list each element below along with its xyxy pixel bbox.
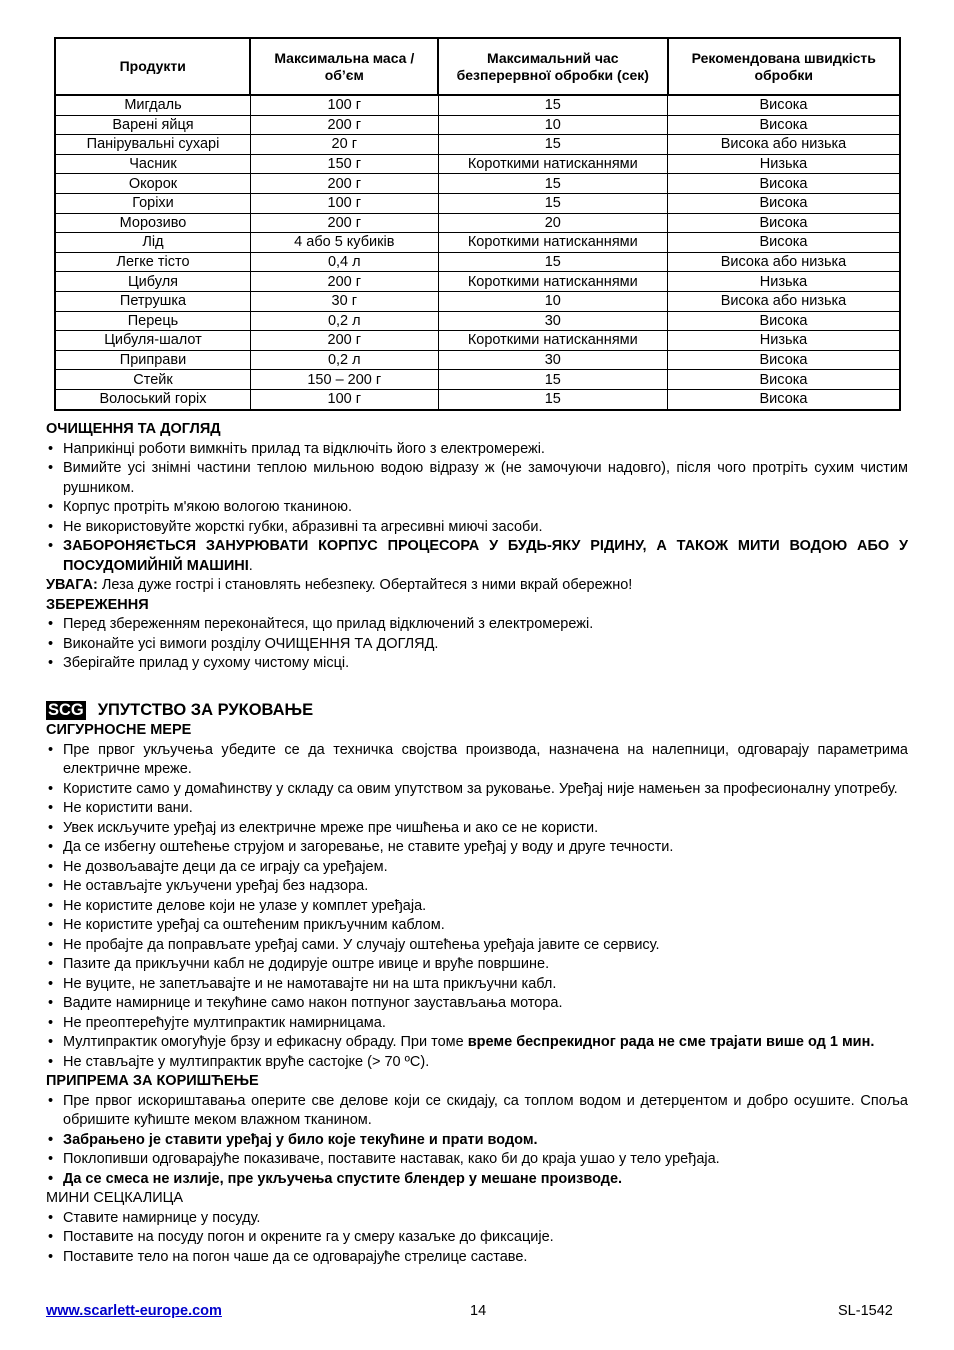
table-row [55,370,900,390]
cleaning-prohibition-tail: . [248,557,253,574]
safety-list [46,741,908,1073]
warning-label: УВАГА: [46,577,98,593]
list-item: • Пазите да прикључни кабл не додирује оштре ивице и вруће површине. [46,955,908,975]
list-item: • Ставите намирнице у посуду. [46,1209,908,1229]
mini-list [46,1209,908,1268]
list-item: • Виконайте усі вимоги розділу ОЧИЩЕННЯ ТА ДОГЛЯД. [46,635,908,655]
table-cell: Окорок [55,174,250,194]
table-cell: Низька [668,272,900,292]
table-cell: 20 [438,213,667,233]
table-cell: 30 [438,311,667,331]
table-cell: Низька [668,154,900,174]
list-item: • Користите само у домаћинству у складу са овим упутством за руковање. Уређај није намењен за професионалну употребу. [46,780,908,800]
page-number: 14 [470,1303,487,1319]
list-item: • Не остављајте укључени уређај без надзора. [46,877,908,897]
table-cell: Висока [668,233,900,253]
multi-text: Мултипрактик омогућује брзу и ефикасну обраду. При томе [63,1034,468,1050]
list-item: • Вимийте усі знімні частини теплою мильною водою відразу ж (не замочуючи надовго), після чого протріть сухим чистим рушником. [46,459,908,498]
table-cell: Цибуля-шалот [55,331,250,351]
list-item [46,1033,908,1053]
scg-title: УПУТСТВО ЗА РУКОВАЊЕ [97,701,314,719]
table-row [55,252,900,272]
list-item: • Не користите уређај са оштећеним прикључним каблом. [46,916,908,936]
footer-website-link[interactable]: www.scarlett-europe.com [46,1303,222,1319]
table-cell: 150 – 200 г [250,370,438,390]
table-cell: Лід [55,233,250,253]
table-row [55,213,900,233]
table-cell: Петрушка [55,291,250,311]
table-row [55,233,900,253]
table-cell: Горіхи [55,193,250,213]
table-cell: Висока [668,115,900,135]
table-cell: Висока або низька [668,252,900,272]
table-cell: Висока [668,95,900,115]
list-item: • Перед збереженням переконайтеся, що прилад відключений з електромережі. [46,615,908,635]
list-item: • Увек искључите уређај из електричне мреже пре чишћења и ако се не користи. [46,819,908,839]
table-cell: 15 [438,193,667,213]
list-item: • Не користити вани. [46,799,908,819]
table-cell: 100 г [250,193,438,213]
table-cell: 15 [438,135,667,155]
warning-text: Леза дуже гострі і становлять небезпеку. Обертайтеся з ними вкрай обережно! [97,577,633,593]
list-item: • Пре првог укључења убедите се да техничка својства производа, назначена на налепници, одговарају параметрима електричне мреже. [46,741,908,780]
table-cell: Легке тісто [55,252,250,272]
table-cell: 200 г [250,174,438,194]
table-cell: Короткими натисканнями [438,233,667,253]
table-cell: Панірувальні сухарі [55,135,250,155]
table-cell: Висока [668,193,900,213]
list-item: • Поставите на посуду погон и окрените га у смеру казаљке до фиксације. [46,1228,908,1248]
table-row [55,174,900,194]
table-cell: 15 [438,95,667,115]
table-row [55,350,900,370]
list-item: • Вадите намирнице и текућине само након потпуног заустављања мотора. [46,994,908,1014]
cleaning-prohibition: ЗАБОРОНЯЄТЬСЯ ЗАНУРЮВАТИ КОРПУС ПРОЦЕСОРА У БУДЬ-ЯКУ РІДИНУ, А ТАКОЖ МИТИ ВОДОЮ АБО У ПОСУДОМИЙНІЙ МАШИНІ [63,538,908,574]
cleaning-heading: ОЧИЩЕННЯ ТА ДОГЛЯД [46,421,221,437]
cleaning-section [46,420,908,674]
table-cell: Висока або низька [668,135,900,155]
table-cell: Стейк [55,370,250,390]
table-row [55,115,900,135]
list-item: • Пре првог искориштавања оперите све делове који се скидају, са топлом водом и детерџентом и добро осушите. Споља обришите кућиште меком влажном тканином. [46,1092,908,1131]
table-cell: 0,2 л [250,311,438,331]
table-header-max-time: Максимальний час безперервної обробки (сек) [438,38,667,95]
table-cell: 30 г [250,291,438,311]
list-item: • Не використовуйте жорсткі губки, абразивні та агресивні миючі засоби. [46,518,908,538]
table-cell: 0,2 л [250,350,438,370]
table-cell: Короткими натисканнями [438,272,667,292]
mini-heading: МИНИ СЕЦКАЛИЦА [46,1190,184,1206]
list-item: • Поставите тело на погон чаше да се одговарајуће стрелице саставе. [46,1248,908,1268]
table-cell: Висока [668,370,900,390]
table-cell: Висока [668,213,900,233]
list-item: • Не стављајте у мултипрактик вруће састојке (> 70 ºC). [46,1053,908,1073]
table-cell: Варені яйця [55,115,250,135]
list-item: • Не преоптерећујте мултипрактик намирницама. [46,1014,908,1034]
table-row [55,311,900,331]
table-cell: Мигдаль [55,95,250,115]
table-cell: Цибуля [55,272,250,292]
table-cell: Волоський горіх [55,389,250,409]
table-row [55,331,900,351]
table-row [55,193,900,213]
table-cell: 100 г [250,95,438,115]
table-cell: Висока або низька [668,291,900,311]
table-cell: 200 г [250,213,438,233]
table-cell: 0,4 л [250,252,438,272]
model-number: SL-1542 [838,1303,893,1319]
table-header-speed: Рекомендована швидкість обробки [668,38,900,95]
table-header-products: Продукти [55,38,250,95]
table-cell: 20 г [250,135,438,155]
list-item: • Да се смеса не излије, пре укључења спустите блендер у мешане производе. [46,1170,908,1190]
table-cell: 200 г [250,115,438,135]
table-cell: Часник [55,154,250,174]
cleaning-list [46,440,908,577]
list-item: • Зберігайте прилад у сухому чистому місці. [46,654,908,674]
table-cell: 15 [438,389,667,409]
table-cell: Морозиво [55,213,250,233]
table-row [55,154,900,174]
list-item [46,537,908,576]
list-item: • Поклопивши одговарајуће показиваче, поставите наставак, како би до краја ушао у тело уређаја. [46,1150,908,1170]
table-cell: 200 г [250,272,438,292]
list-item: • Не вуците, не запетљавајте и не намотавајте ни на шта прикључни кабл. [46,975,908,995]
table-cell: 30 [438,350,667,370]
list-item: • Да се избегну оштећење струјом и загоревање, не ставите уређај у воду и друге течности. [46,838,908,858]
table-cell: 15 [438,252,667,272]
multi-bold: време беспрекидног рада не сме трајати више од 1 мин. [467,1034,875,1050]
table-cell: 15 [438,370,667,390]
table-cell: 100 г [250,389,438,409]
table-cell: 10 [438,291,667,311]
table-cell: Висока [668,350,900,370]
list-item: • Не пробајте да поправљате уређај сами. У случају оштећења уређаја јавите се сервису. [46,936,908,956]
warning-line [46,576,908,596]
safety-heading: СИГУРНОСНЕ МЕРЕ [46,722,192,738]
table-row [55,135,900,155]
prep-list [46,1092,908,1190]
table-cell: Низька [668,331,900,351]
table-cell: 200 г [250,331,438,351]
table-cell: Висока [668,174,900,194]
scg-section [46,699,908,1267]
prep-heading: ПРИПРЕМА ЗА КОРИШЋЕЊЕ [46,1073,259,1089]
table-cell: 4 або 5 кубиків [250,233,438,253]
list-item: • Наприкінці роботи вимкніть прилад та відключіть його з електромережі. [46,440,908,460]
table-row [55,389,900,409]
list-item: • Не дозвољавајте деци да се играју са уређајем. [46,858,908,878]
table-body [55,95,900,410]
table-cell: 15 [438,174,667,194]
table-cell: Короткими натисканнями [438,154,667,174]
table-cell: Висока [668,389,900,409]
products-table [54,37,901,411]
table-row [55,95,900,115]
language-badge: SCG [48,701,84,719]
table-cell: Приправи [55,350,250,370]
table-cell: 150 г [250,154,438,174]
table-header-max-mass: Максимальна маса / об’єм [250,38,438,95]
table-cell: 10 [438,115,667,135]
list-item: • Не користите делове који не улазе у комплет уређаја. [46,897,908,917]
table-header-row [55,38,900,95]
table-cell: Висока [668,311,900,331]
table-cell: Короткими натисканнями [438,331,667,351]
table-cell: Перець [55,311,250,331]
scg-title-line [46,699,908,721]
list-item: • Забрањено је ставити уређај у било које текућине и прати водом. [46,1131,908,1151]
storage-list [46,615,908,674]
list-item: • Корпус протріть м'якою вологою тканиною. [46,498,908,518]
storage-heading: ЗБЕРЕЖЕННЯ [46,596,149,613]
table-row [55,291,900,311]
table-row [55,272,900,292]
